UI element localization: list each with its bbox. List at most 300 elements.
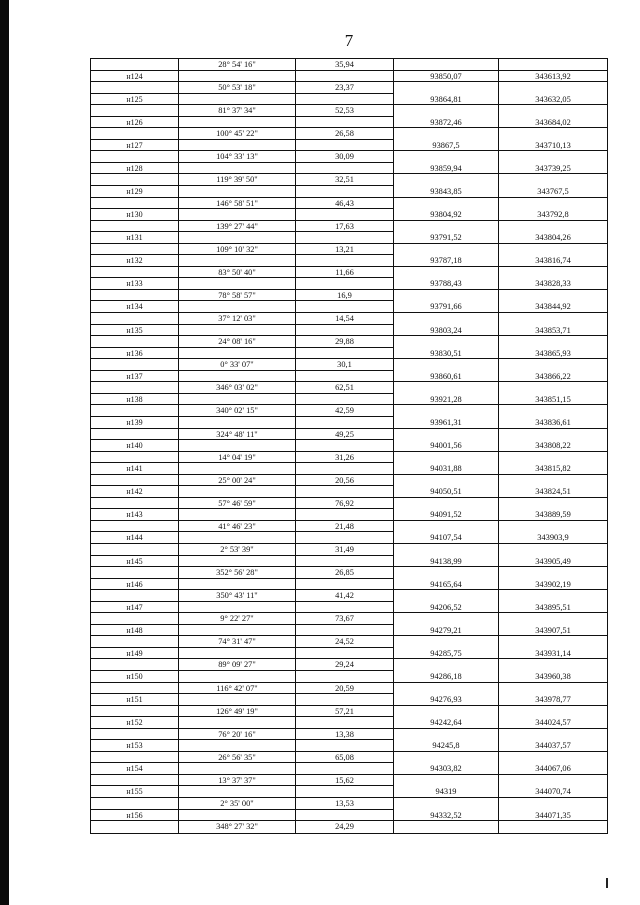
point-row	[91, 717, 607, 729]
direction-angle-cell	[179, 763, 296, 775]
point-name-cell: н151	[91, 694, 179, 706]
direction-angle-cell: 146° 58' 51"	[179, 198, 296, 210]
distance-cell	[296, 486, 394, 498]
x-coordinate-cell: 93791,66	[394, 301, 499, 313]
direction-angle-cell: 346° 03' 02"	[179, 382, 296, 394]
point-name-cell	[91, 151, 179, 163]
x-coordinate-cell	[394, 706, 499, 718]
segment-row	[91, 567, 607, 579]
segment-row	[91, 59, 607, 71]
distance-cell	[296, 140, 394, 152]
direction-angle-cell	[179, 232, 296, 244]
point-name-cell: н129	[91, 186, 179, 198]
point-name-cell: н134	[91, 301, 179, 313]
y-coordinate-cell	[499, 82, 607, 94]
distance-cell: 24,52	[296, 636, 394, 648]
point-row	[91, 278, 607, 290]
point-name-cell: н146	[91, 579, 179, 591]
y-coordinate-cell	[499, 752, 607, 764]
direction-angle-cell	[179, 786, 296, 798]
direction-angle-cell: 76° 20' 16"	[179, 729, 296, 741]
x-coordinate-cell: 94303,82	[394, 763, 499, 775]
boundary-coordinates-table	[90, 58, 608, 834]
point-name-cell	[91, 382, 179, 394]
segment-row	[91, 221, 607, 233]
y-coordinate-cell: 344067,06	[499, 763, 607, 775]
distance-cell: 30,09	[296, 151, 394, 163]
direction-angle-cell: 126° 49' 19"	[179, 706, 296, 718]
y-coordinate-cell: 343866,22	[499, 371, 607, 383]
direction-angle-cell	[179, 417, 296, 429]
direction-angle-cell	[179, 509, 296, 521]
direction-angle-cell: 57° 46' 59"	[179, 498, 296, 510]
distance-cell: 30,1	[296, 359, 394, 371]
direction-angle-cell: 340° 02' 15"	[179, 405, 296, 417]
segment-row	[91, 452, 607, 464]
direction-angle-cell	[179, 694, 296, 706]
point-name-cell	[91, 290, 179, 302]
y-coordinate-cell	[499, 198, 607, 210]
direction-angle-cell: 2° 53' 39"	[179, 544, 296, 556]
point-row	[91, 440, 607, 452]
x-coordinate-cell: 93843,85	[394, 186, 499, 198]
distance-cell: 16,9	[296, 290, 394, 302]
distance-cell	[296, 579, 394, 591]
direction-angle-cell: 50° 53' 18"	[179, 82, 296, 94]
x-coordinate-cell: 93830,51	[394, 348, 499, 360]
point-row	[91, 694, 607, 706]
point-name-cell: н140	[91, 440, 179, 452]
x-coordinate-cell: 94279,21	[394, 625, 499, 637]
direction-angle-cell: 26° 56' 35"	[179, 752, 296, 764]
y-coordinate-cell	[499, 429, 607, 441]
x-coordinate-cell: 93788,43	[394, 278, 499, 290]
direction-angle-cell: 83° 50' 40"	[179, 267, 296, 279]
scan-mark	[606, 878, 608, 888]
segment-row	[91, 336, 607, 348]
y-coordinate-cell: 343903,9	[499, 532, 607, 544]
distance-cell	[296, 671, 394, 683]
segment-row	[91, 544, 607, 556]
y-coordinate-cell: 343905,49	[499, 556, 607, 568]
direction-angle-cell: 116° 42' 07"	[179, 683, 296, 695]
point-name-cell	[91, 683, 179, 695]
segment-row	[91, 382, 607, 394]
direction-angle-cell: 350° 43' 11"	[179, 590, 296, 602]
y-coordinate-cell: 344024,57	[499, 717, 607, 729]
direction-angle-cell: 324° 48' 11"	[179, 429, 296, 441]
segment-row	[91, 405, 607, 417]
segment-row	[91, 613, 607, 625]
direction-angle-cell: 2° 35' 00"	[179, 798, 296, 810]
y-coordinate-cell	[499, 174, 607, 186]
point-row	[91, 417, 607, 429]
scan-edge-bar	[0, 0, 9, 905]
x-coordinate-cell: 94285,75	[394, 648, 499, 660]
distance-cell	[296, 740, 394, 752]
segment-row	[91, 290, 607, 302]
point-row	[91, 579, 607, 591]
distance-cell: 11,66	[296, 267, 394, 279]
point-row	[91, 94, 607, 106]
segment-row	[91, 521, 607, 533]
point-name-cell: н133	[91, 278, 179, 290]
point-row	[91, 163, 607, 175]
x-coordinate-cell: 93961,31	[394, 417, 499, 429]
x-coordinate-cell: 93860,61	[394, 371, 499, 383]
x-coordinate-cell: 94001,56	[394, 440, 499, 452]
x-coordinate-cell	[394, 752, 499, 764]
distance-cell	[296, 556, 394, 568]
direction-angle-cell	[179, 186, 296, 198]
segment-row	[91, 683, 607, 695]
point-row	[91, 348, 607, 360]
direction-angle-cell	[179, 602, 296, 614]
y-coordinate-cell	[499, 475, 607, 487]
point-name-cell	[91, 775, 179, 787]
distance-cell	[296, 301, 394, 313]
direction-angle-cell: 348° 27' 32"	[179, 821, 296, 833]
x-coordinate-cell	[394, 313, 499, 325]
y-coordinate-cell	[499, 267, 607, 279]
point-name-cell	[91, 659, 179, 671]
x-coordinate-cell: 93850,07	[394, 71, 499, 83]
point-name-cell	[91, 429, 179, 441]
y-coordinate-cell: 343824,51	[499, 486, 607, 498]
point-name-cell: н153	[91, 740, 179, 752]
y-coordinate-cell: 343907,51	[499, 625, 607, 637]
x-coordinate-cell: 94332,52	[394, 810, 499, 822]
distance-cell: 62,51	[296, 382, 394, 394]
point-row	[91, 786, 607, 798]
y-coordinate-cell: 343844,92	[499, 301, 607, 313]
point-name-cell	[91, 636, 179, 648]
direction-angle-cell: 37° 12' 03"	[179, 313, 296, 325]
distance-cell: 52,53	[296, 105, 394, 117]
x-coordinate-cell	[394, 267, 499, 279]
point-name-cell: н147	[91, 602, 179, 614]
direction-angle-cell: 352° 56' 28"	[179, 567, 296, 579]
point-name-cell	[91, 567, 179, 579]
distance-cell: 49,25	[296, 429, 394, 441]
direction-angle-cell	[179, 163, 296, 175]
distance-cell: 65,08	[296, 752, 394, 764]
x-coordinate-cell	[394, 429, 499, 441]
y-coordinate-cell: 343895,51	[499, 602, 607, 614]
x-coordinate-cell: 93791,52	[394, 232, 499, 244]
y-coordinate-cell	[499, 521, 607, 533]
distance-cell	[296, 255, 394, 267]
y-coordinate-cell	[499, 336, 607, 348]
x-coordinate-cell: 94031,88	[394, 463, 499, 475]
point-name-cell	[91, 752, 179, 764]
x-coordinate-cell: 94091,52	[394, 509, 499, 521]
segment-row	[91, 775, 607, 787]
point-name-cell	[91, 267, 179, 279]
point-row	[91, 209, 607, 221]
y-coordinate-cell	[499, 290, 607, 302]
point-name-cell: н144	[91, 532, 179, 544]
x-coordinate-cell: 93803,24	[394, 325, 499, 337]
distance-cell	[296, 763, 394, 775]
distance-cell	[296, 786, 394, 798]
point-row	[91, 810, 607, 822]
x-coordinate-cell: 94138,99	[394, 556, 499, 568]
x-coordinate-cell	[394, 105, 499, 117]
direction-angle-cell	[179, 71, 296, 83]
segment-row	[91, 729, 607, 741]
x-coordinate-cell	[394, 475, 499, 487]
y-coordinate-cell: 343815,82	[499, 463, 607, 475]
y-coordinate-cell: 343851,15	[499, 394, 607, 406]
y-coordinate-cell: 343960,38	[499, 671, 607, 683]
distance-cell: 26,58	[296, 128, 394, 140]
distance-cell	[296, 463, 394, 475]
direction-angle-cell	[179, 463, 296, 475]
y-coordinate-cell	[499, 151, 607, 163]
y-coordinate-cell	[499, 613, 607, 625]
point-row	[91, 486, 607, 498]
x-coordinate-cell	[394, 729, 499, 741]
point-name-cell	[91, 498, 179, 510]
x-coordinate-cell: 93867,5	[394, 140, 499, 152]
y-coordinate-cell: 343978,77	[499, 694, 607, 706]
segment-row	[91, 590, 607, 602]
y-coordinate-cell: 343902,19	[499, 579, 607, 591]
y-coordinate-cell	[499, 590, 607, 602]
x-coordinate-cell	[394, 521, 499, 533]
distance-cell: 21,48	[296, 521, 394, 533]
direction-angle-cell: 41° 46' 23"	[179, 521, 296, 533]
direction-angle-cell: 139° 27' 44"	[179, 221, 296, 233]
point-name-cell	[91, 475, 179, 487]
direction-angle-cell	[179, 440, 296, 452]
direction-angle-cell: 74° 31' 47"	[179, 636, 296, 648]
distance-cell	[296, 209, 394, 221]
point-name-cell	[91, 405, 179, 417]
segment-row	[91, 198, 607, 210]
y-coordinate-cell: 343804,26	[499, 232, 607, 244]
point-name-cell: н141	[91, 463, 179, 475]
distance-cell: 20,56	[296, 475, 394, 487]
direction-angle-cell	[179, 140, 296, 152]
x-coordinate-cell	[394, 336, 499, 348]
x-coordinate-cell	[394, 636, 499, 648]
point-row	[91, 71, 607, 83]
segment-row	[91, 267, 607, 279]
distance-cell: 17,63	[296, 221, 394, 233]
direction-angle-cell	[179, 671, 296, 683]
y-coordinate-cell: 343739,25	[499, 163, 607, 175]
point-name-cell: н135	[91, 325, 179, 337]
distance-cell: 46,43	[296, 198, 394, 210]
distance-cell	[296, 694, 394, 706]
segment-row	[91, 636, 607, 648]
x-coordinate-cell: 94286,18	[394, 671, 499, 683]
point-name-cell: н148	[91, 625, 179, 637]
direction-angle-cell: 109° 10' 32"	[179, 244, 296, 256]
y-coordinate-cell	[499, 382, 607, 394]
direction-angle-cell: 78° 58' 57"	[179, 290, 296, 302]
direction-angle-cell: 100° 45' 22"	[179, 128, 296, 140]
y-coordinate-cell	[499, 128, 607, 140]
direction-angle-cell	[179, 486, 296, 498]
distance-cell: 31,26	[296, 452, 394, 464]
x-coordinate-cell	[394, 452, 499, 464]
point-row	[91, 463, 607, 475]
x-coordinate-cell: 94242,64	[394, 717, 499, 729]
point-name-cell: н130	[91, 209, 179, 221]
direction-angle-cell	[179, 255, 296, 267]
point-row	[91, 763, 607, 775]
point-row	[91, 602, 607, 614]
x-coordinate-cell	[394, 544, 499, 556]
x-coordinate-cell: 94276,93	[394, 694, 499, 706]
distance-cell: 73,67	[296, 613, 394, 625]
distance-cell	[296, 532, 394, 544]
segment-row	[91, 752, 607, 764]
point-name-cell	[91, 452, 179, 464]
point-name-cell	[91, 174, 179, 186]
y-coordinate-cell: 343808,22	[499, 440, 607, 452]
x-coordinate-cell	[394, 821, 499, 833]
direction-angle-cell: 89° 09' 27"	[179, 659, 296, 671]
direction-angle-cell: 104° 33' 13"	[179, 151, 296, 163]
y-coordinate-cell	[499, 798, 607, 810]
x-coordinate-cell	[394, 59, 499, 71]
direction-angle-cell	[179, 625, 296, 637]
point-name-cell	[91, 59, 179, 71]
direction-angle-cell: 14° 04' 19"	[179, 452, 296, 464]
distance-cell: 32,51	[296, 174, 394, 186]
point-row	[91, 325, 607, 337]
y-coordinate-cell	[499, 729, 607, 741]
point-row	[91, 740, 607, 752]
direction-angle-cell: 25° 00' 24"	[179, 475, 296, 487]
x-coordinate-cell	[394, 613, 499, 625]
point-name-cell	[91, 128, 179, 140]
x-coordinate-cell	[394, 174, 499, 186]
point-row	[91, 255, 607, 267]
segment-row	[91, 798, 607, 810]
distance-cell	[296, 348, 394, 360]
x-coordinate-cell: 93872,46	[394, 117, 499, 129]
direction-angle-cell: 13° 37' 37"	[179, 775, 296, 787]
distance-cell	[296, 232, 394, 244]
direction-angle-cell	[179, 648, 296, 660]
direction-angle-cell	[179, 810, 296, 822]
direction-angle-cell	[179, 532, 296, 544]
point-name-cell	[91, 313, 179, 325]
direction-angle-cell: 9° 22' 27"	[179, 613, 296, 625]
point-name-cell: н156	[91, 810, 179, 822]
y-coordinate-cell	[499, 821, 607, 833]
segment-row	[91, 475, 607, 487]
x-coordinate-cell: 93804,92	[394, 209, 499, 221]
point-name-cell: н132	[91, 255, 179, 267]
point-name-cell: н155	[91, 786, 179, 798]
distance-cell	[296, 278, 394, 290]
distance-cell	[296, 117, 394, 129]
direction-angle-cell	[179, 556, 296, 568]
distance-cell: 13,21	[296, 244, 394, 256]
distance-cell: 41,42	[296, 590, 394, 602]
x-coordinate-cell: 94107,54	[394, 532, 499, 544]
y-coordinate-cell	[499, 244, 607, 256]
point-name-cell	[91, 613, 179, 625]
segment-row	[91, 151, 607, 163]
point-name-cell	[91, 82, 179, 94]
y-coordinate-cell: 343710,13	[499, 140, 607, 152]
point-row	[91, 117, 607, 129]
direction-angle-cell: 28° 54' 16"	[179, 59, 296, 71]
distance-cell: 13,38	[296, 729, 394, 741]
distance-cell	[296, 625, 394, 637]
point-name-cell	[91, 198, 179, 210]
x-coordinate-cell	[394, 567, 499, 579]
y-coordinate-cell: 343792,8	[499, 209, 607, 221]
distance-cell	[296, 325, 394, 337]
point-name-cell: н138	[91, 394, 179, 406]
y-coordinate-cell: 343836,61	[499, 417, 607, 429]
segment-row	[91, 659, 607, 671]
point-name-cell: н124	[91, 71, 179, 83]
distance-cell	[296, 371, 394, 383]
direction-angle-cell	[179, 371, 296, 383]
y-coordinate-cell	[499, 498, 607, 510]
y-coordinate-cell	[499, 105, 607, 117]
x-coordinate-cell: 93864,81	[394, 94, 499, 106]
distance-cell	[296, 440, 394, 452]
y-coordinate-cell	[499, 452, 607, 464]
x-coordinate-cell	[394, 590, 499, 602]
x-coordinate-cell	[394, 498, 499, 510]
point-name-cell: н150	[91, 671, 179, 683]
point-name-cell	[91, 221, 179, 233]
point-name-cell: н145	[91, 556, 179, 568]
y-coordinate-cell: 343931,14	[499, 648, 607, 660]
point-name-cell: н139	[91, 417, 179, 429]
segment-row	[91, 82, 607, 94]
point-name-cell: н128	[91, 163, 179, 175]
x-coordinate-cell	[394, 244, 499, 256]
point-name-cell	[91, 706, 179, 718]
x-coordinate-cell	[394, 683, 499, 695]
y-coordinate-cell	[499, 544, 607, 556]
y-coordinate-cell	[499, 313, 607, 325]
distance-cell	[296, 394, 394, 406]
point-row	[91, 532, 607, 544]
distance-cell: 20,59	[296, 683, 394, 695]
x-coordinate-cell	[394, 405, 499, 417]
page-number: 7	[344, 31, 354, 50]
direction-angle-cell	[179, 278, 296, 290]
y-coordinate-cell	[499, 706, 607, 718]
point-name-cell: н149	[91, 648, 179, 660]
point-name-cell: н126	[91, 117, 179, 129]
distance-cell	[296, 810, 394, 822]
point-row	[91, 232, 607, 244]
point-name-cell	[91, 359, 179, 371]
y-coordinate-cell	[499, 221, 607, 233]
distance-cell: 14,54	[296, 313, 394, 325]
point-name-cell	[91, 590, 179, 602]
segment-row	[91, 706, 607, 718]
distance-cell	[296, 417, 394, 429]
direction-angle-cell: 0° 33' 07"	[179, 359, 296, 371]
x-coordinate-cell	[394, 128, 499, 140]
x-coordinate-cell	[394, 798, 499, 810]
